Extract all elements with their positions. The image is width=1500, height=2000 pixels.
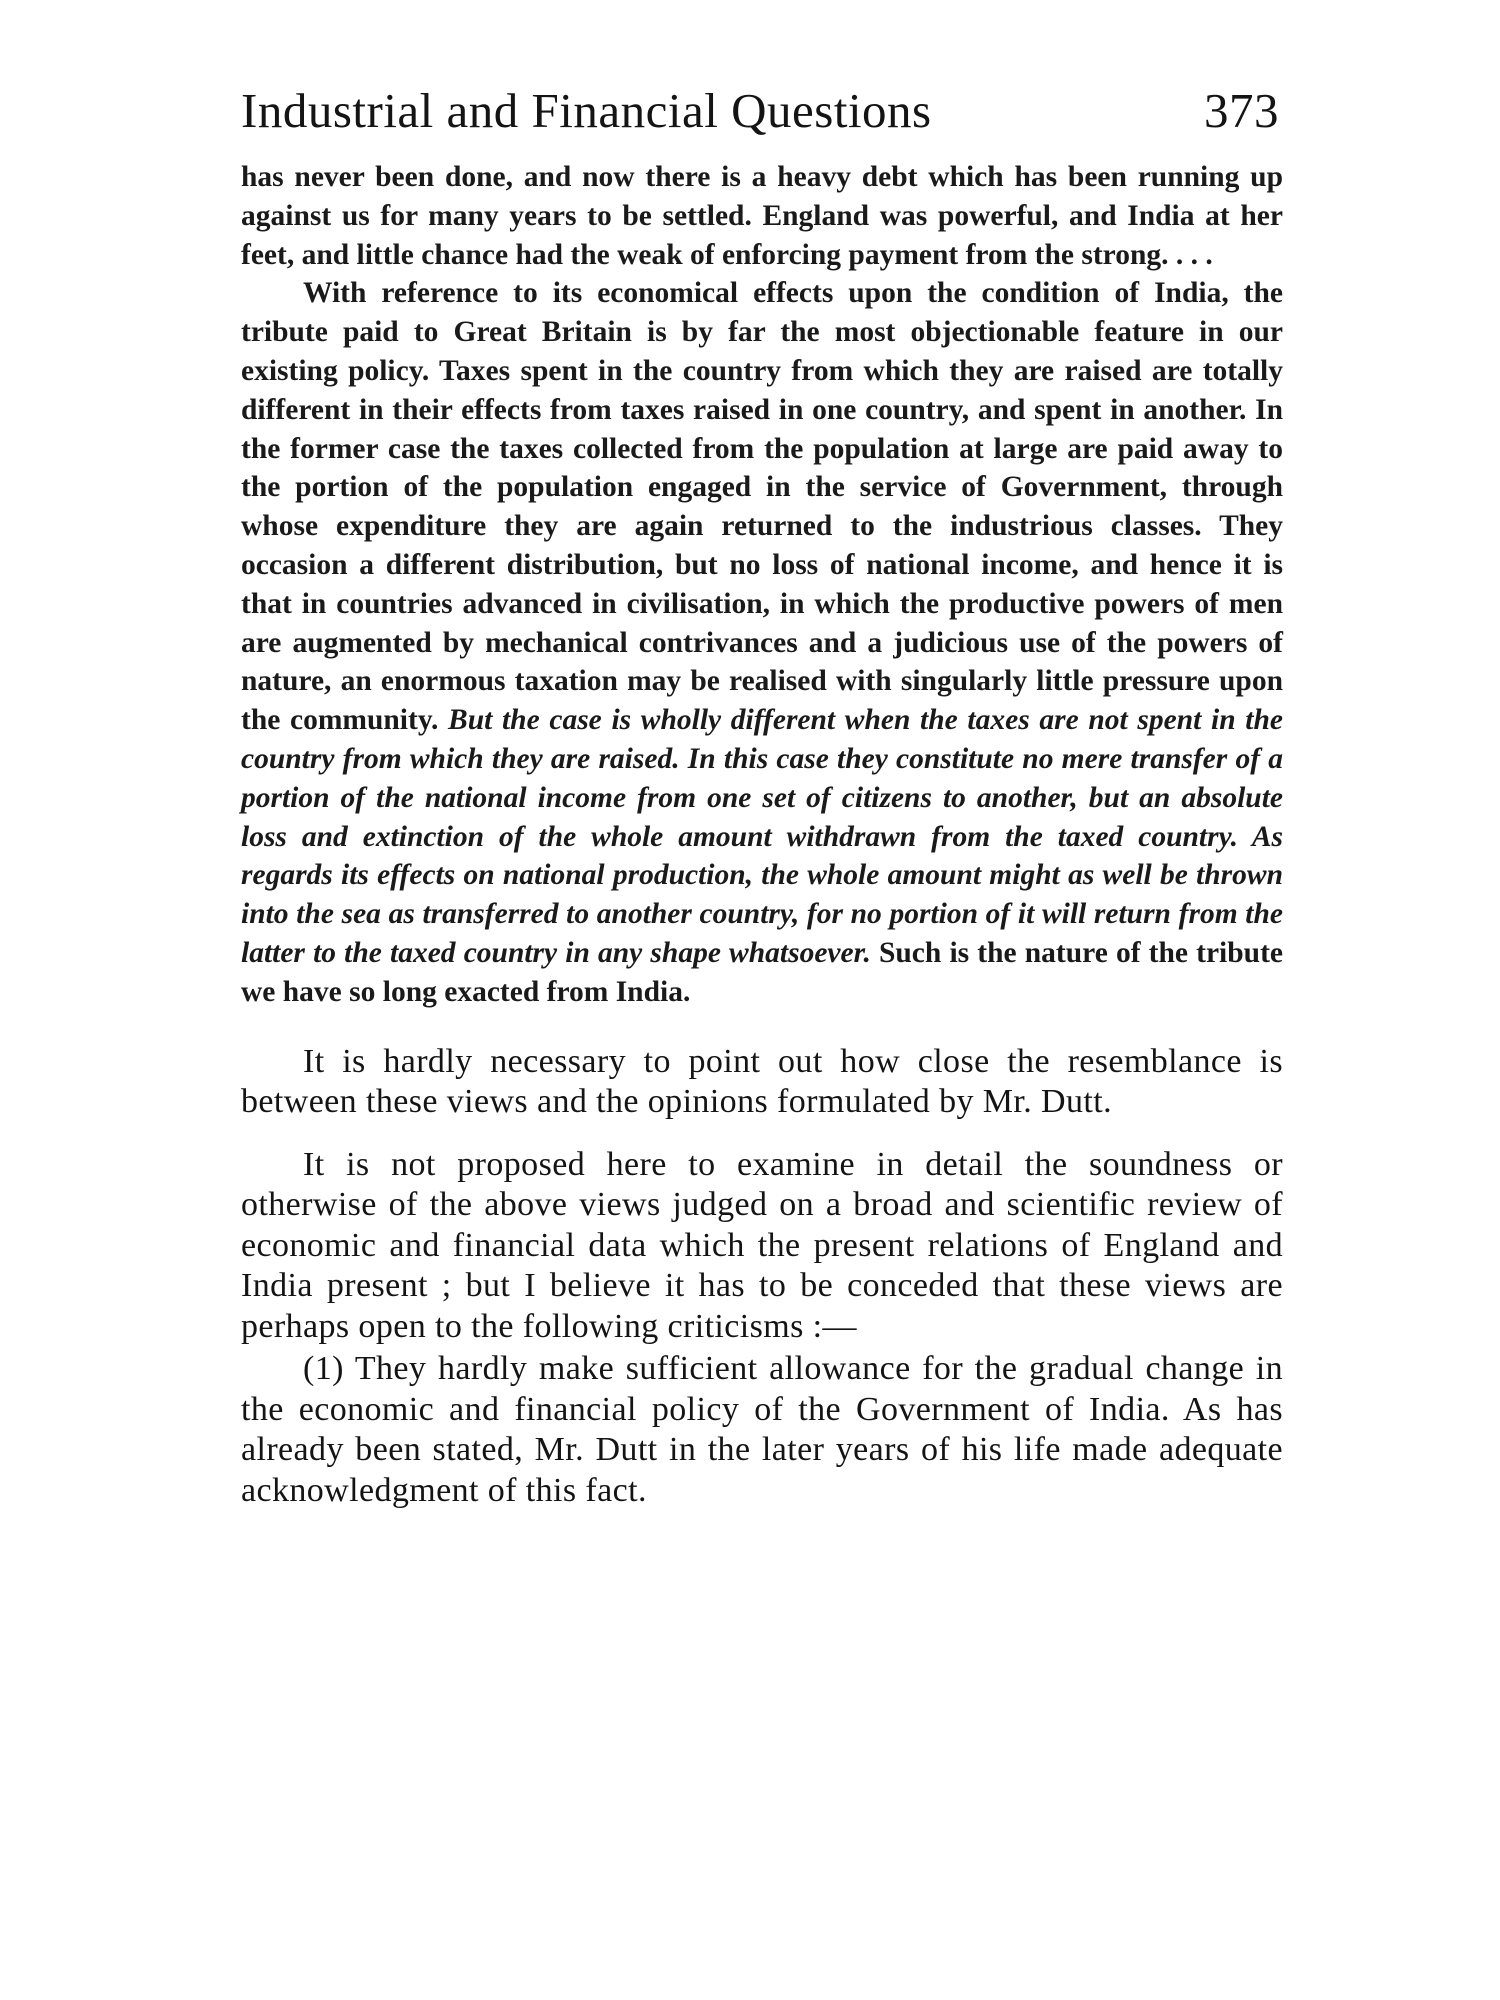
- body-paragraph-1: It is hardly necessary to point out how close the resemblance is between these views and the opinions formulated by Mr. Dutt.: [241, 1042, 1283, 1121]
- quote-paragraph-2-text: With reference to its economical effects upon the condition of India, the tribute paid to Great Britain is by far the most objectionable feature in our existing policy. Taxes spent in the country from which they are raised are totally different in their effects from taxes raised in one country, and spent in another. In the former case the taxes collected from the population at large are paid away to the portion of the population engaged in the service of Government, through whose expenditure they are again returned to the industrious classes. They occasion a different distribution, but no loss of national income, and hence it is that in countries advanced in civilisation, in which the productive powers of men are augmented by mechanical contrivances and a judicious use of the powers of nature, an enormous taxation may be realised with singularly little pressure upon the community.: [241, 277, 1283, 737]
- quote-paragraph-1: has never been done, and now there is a heavy debt which has been running up against us for many years to be settled. England was powerful, and India at her feet, and little chance had the weak of enforcing payment from the strong. . . .: [241, 161, 1283, 271]
- body-paragraph-criticism-1: (1) They hardly make sufficient allowance for the gradual change in the economic and financial policy of the Government of India. As has already been stated, Mr. Dutt in the later years of his life made adequate acknowledgment of this fact.: [241, 1350, 1283, 1509]
- book-page: [241, 78, 1283, 1511]
- quote-paragraph-2-ending: Such is the nature of the tribute we have so long exacted from India.: [241, 936, 1283, 1008]
- page-number: 373: [1204, 83, 1279, 138]
- block-quotation: [241, 158, 1283, 1012]
- main-text: [241, 1042, 1283, 1512]
- running-header: [241, 78, 1283, 144]
- running-title: Industrial and Financial Questions: [241, 83, 932, 138]
- quote-italic-passage: But the case is wholly different when the taxes are not spent in the country from which they are raised. In this case they constitute no mere transfer of a portion of the national income from one set of citizens to another, but an absolute loss and extinction of the whole amount withdrawn from the taxed country. As regards its effects on national production, the whole amount might as well be thrown into the sea as transferred to another country, for no portion of it will return from the latter to the taxed country in any shape whatsoever.: [241, 704, 1283, 969]
- quote-paragraph-2: [241, 274, 1283, 1011]
- body-paragraph-2: It is not proposed here to examine in detail the soundness or otherwise of the above views judged on a broad and scientific review of economic and financial data which the present relations of England and India present ; but I believe it has to be conceded that these views are perhaps open to the following criticisms :—: [241, 1145, 1283, 1345]
